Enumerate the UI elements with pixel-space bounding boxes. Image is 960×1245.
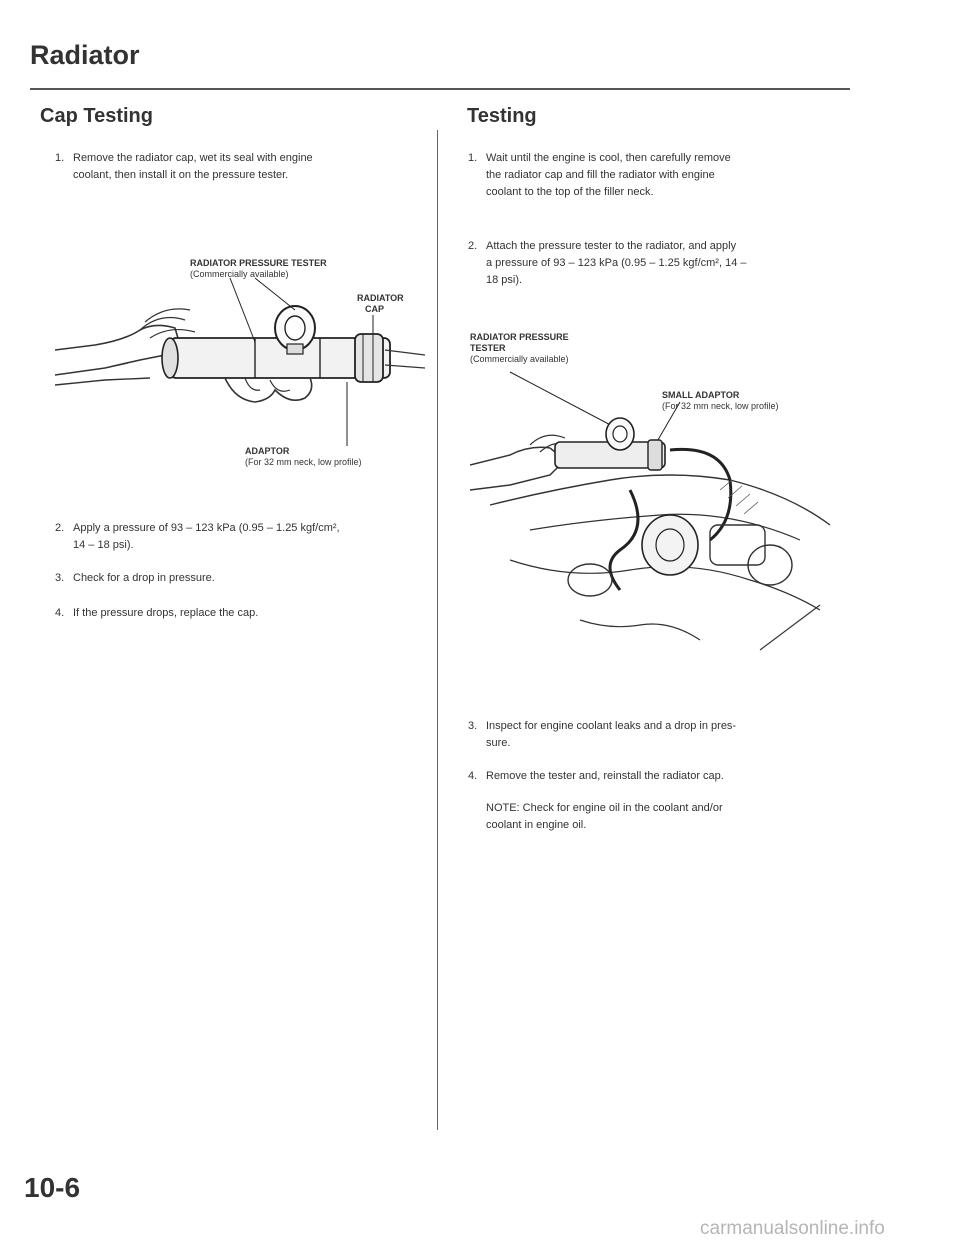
step-text-line: coolant to the top of the filler neck. [486,186,654,198]
small-adaptor-label: SMALL ADAPTOR [662,390,740,400]
note-line: coolant in engine oil. [486,819,587,831]
title-rule [30,88,850,90]
step-text-line: Check for a drop in pressure. [73,572,215,584]
cap-label-2: CAP [365,304,385,314]
tester-callout [190,258,327,280]
step-text-line: If the pressure drops, replace the cap. [73,607,259,619]
cap-testing-heading: Cap Testing [40,105,153,127]
step-number: 1. [55,152,65,164]
adaptor-sub: (For 32 mm neck, low profile) [245,457,362,467]
page-title: Radiator [30,40,140,70]
step-number: 2. [55,522,65,534]
right-step-4 [468,768,848,785]
note-block [486,800,856,834]
column-divider [437,130,438,1130]
step-text-line: a pressure of 93 – 123 kPa (0.95 – 1.25 kgf/cm², 14 – [486,257,747,269]
left-step-3 [55,570,425,587]
right-tester-callout [470,332,569,365]
step-text-line: the radiator cap and fill the radiator with engine [486,169,715,181]
step-text-line: Remove the radiator cap, wet its seal with engine [73,152,313,164]
small-adaptor-sub: (For 32 mm neck, low profile) [662,401,779,411]
left-step-2 [55,520,425,554]
adaptor-label: ADAPTOR [245,446,290,456]
testing-heading: Testing [467,105,537,127]
tester-sub: (Commercially available) [190,269,289,279]
right-step-3 [468,718,848,752]
step-number: 4. [55,607,65,619]
cap-label-1: RADIATOR [357,293,404,303]
step-number: 2. [468,240,478,252]
step-text-line: Apply a pressure of 93 – 123 kPa (0.95 – 1.25 kgf/cm², [73,522,340,534]
step-text-line: Remove the tester and, reinstall the radiator cap. [486,770,724,782]
left-step-1 [55,150,425,184]
tester-label: RADIATOR PRESSURE TESTER [190,258,327,268]
step-text-line: coolant, then install it on the pressure tester. [73,169,289,181]
right-step-2 [468,238,848,289]
step-text-line: Wait until the engine is cool, then carefully remove [486,152,731,164]
step-text-line: Attach the pressure tester to the radiator, and apply [486,240,737,252]
step-number: 4. [468,770,478,782]
note-line: NOTE: Check for engine oil in the coolant and/or [486,802,723,814]
step-text-line: Inspect for engine coolant leaks and a drop in pres- [486,720,737,732]
step-number: 1. [468,152,478,164]
cap-callout [357,293,404,315]
tester-label-2: TESTER [470,343,506,353]
step-text-line: sure. [486,737,511,749]
page-number: 10-6 [24,1172,81,1203]
tester-label-1: RADIATOR PRESSURE [470,332,569,342]
right-step-1 [468,150,848,201]
step-text-line: 14 – 18 psi). [73,539,134,551]
watermark: carmanualsonline.info [700,1218,885,1239]
small-adaptor-callout [662,390,779,412]
cap-tester-illustration [55,250,425,470]
tester-sub: (Commercially available) [470,354,569,364]
engine-bay-illustration [470,330,840,680]
step-number: 3. [55,572,65,584]
left-step-4 [55,605,425,622]
step-text-line: 18 psi). [486,274,523,286]
adaptor-callout [245,446,362,468]
step-number: 3. [468,720,478,732]
